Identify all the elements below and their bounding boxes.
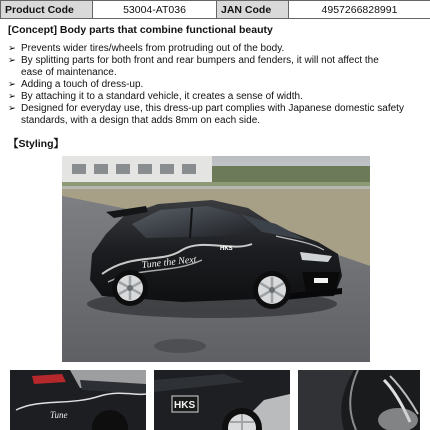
bullet-text-continuation: standards, with a design that adds 8mm on each side. <box>21 115 261 126</box>
rear-wheel <box>112 270 148 306</box>
arrow-bullet-icon: ➢ <box>8 103 16 114</box>
car-decal-text: Tune the Next <box>141 254 198 271</box>
bullet-item <box>8 103 428 127</box>
jan-code-label: JAN Code <box>217 1 289 19</box>
spec-row <box>1 1 430 19</box>
bullet-text: By splitting parts for both front and rear bumpers and fenders, it will not affect the <box>21 55 379 66</box>
styling-title: 【Styling】 <box>8 138 65 150</box>
product-code-label: Product Code <box>1 1 93 19</box>
product-code-value: 53004-AT036 <box>93 1 217 19</box>
thumb-front-fender-photo <box>154 370 290 430</box>
bullet-item <box>8 43 428 55</box>
jan-code-value: 4957266828991 <box>289 1 430 19</box>
spec-table <box>0 0 430 19</box>
car-main-photo <box>62 156 370 362</box>
car-main-illustration <box>62 156 370 362</box>
arrow-bullet-icon: ➢ <box>8 43 16 54</box>
thumb-fender-detail-photo <box>298 370 420 430</box>
concept-title: [Concept] Body parts that combine functional beauty <box>8 24 273 36</box>
bullet-text: Adding a touch of dress-up. <box>21 79 144 90</box>
bullet-item <box>8 55 428 79</box>
bullet-text-continuation: ease of maintenance. <box>21 67 117 78</box>
thumb-fender-detail-illustration <box>298 370 420 430</box>
concept-bullet-list <box>8 43 428 127</box>
thumb-rear-fender-photo <box>10 370 146 430</box>
bullet-text: By attaching it to a standard vehicle, it creates a sense of width. <box>21 91 303 102</box>
bullet-item <box>8 91 428 103</box>
arrow-bullet-icon: ➢ <box>8 91 16 102</box>
front-wheel <box>253 271 291 309</box>
thumb-logo-text: HKS <box>174 400 196 411</box>
bullet-text: Prevents wider tires/wheels from protruding out of the body. <box>21 43 285 54</box>
thumb-front-fender-illustration <box>154 370 290 430</box>
arrow-bullet-icon: ➢ <box>8 55 16 66</box>
arrow-bullet-icon: ➢ <box>8 79 16 90</box>
car-logo-text: HKS <box>220 246 233 252</box>
thumb-rear-fender-illustration <box>10 370 146 430</box>
bullet-item <box>8 79 428 91</box>
thumb-decal-text: Tune <box>50 410 68 420</box>
bullet-text: Designed for everyday use, this dress-up part complies with Japanese domestic safety <box>21 103 404 114</box>
